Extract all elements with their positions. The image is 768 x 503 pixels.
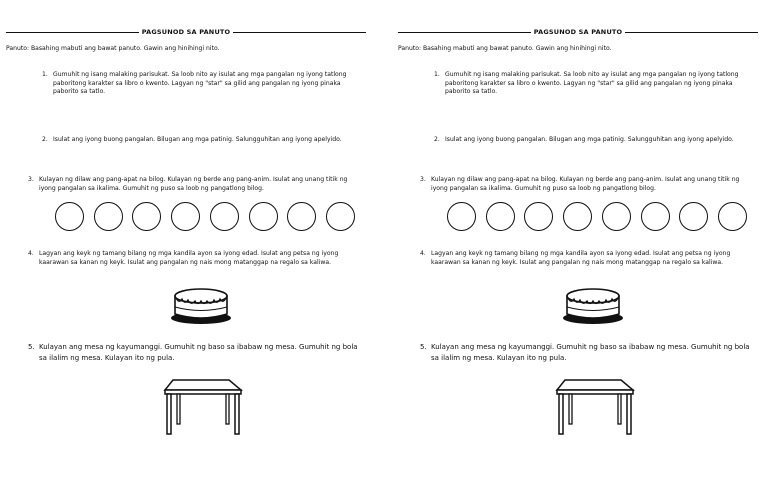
item-number-5: 5. <box>28 343 35 351</box>
item-text-3: Kulayan ng dilaw ang pang-apat na bilog. Kulayan ng berde ang pang-anim. Isulat ang unang titik ng iyong pangalan sa ikalima. Gumuhit ng puso sa loob ng pangatlong bilog. <box>431 176 740 192</box>
header-rule-left <box>6 32 139 33</box>
item-text-1: Gumuhit ng isang malaking parisukat. Sa loob nito ay isulat ang mga pangalan ng iyong tatlong paboritong karakter sa libro o kwento. Lagyan ng "star" sa gilid ang pangalan ng iyong pinaka paborito sa tatlo. <box>53 71 347 95</box>
header-rule-right <box>233 32 366 33</box>
item-text-2: Isulat ang iyong buong pangalan. Bilugan ang mga patinig. Salungguhitan ang iyong apelyido. <box>53 136 342 143</box>
item-text-3: Kulayan ng dilaw ang pang-apat na bilog. Kulayan ng berde ang pang-anim. Isulat ang unang titik ng iyong pangalan sa ikalima. Gumuhit ng puso sa loob ng pangatlong bilog. <box>39 176 348 192</box>
circle-3 <box>524 202 553 231</box>
item-number-2: 2. <box>434 136 440 143</box>
circle-5 <box>602 202 631 231</box>
circle-8 <box>718 202 747 231</box>
worksheet-left <box>6 0 366 503</box>
circle-1 <box>55 202 84 231</box>
worksheet-header <box>398 26 758 38</box>
item-number-5: 5. <box>420 343 427 351</box>
item-text-4: Lagyan ang keyk ng tamang bilang ng mga kandila ayon sa iyong edad. Isulat ang petsa ng iyong kaarawan sa kanan ng keyk. Isulat ang pangalan ng nais mong matanggap na regalo sa kaliwa. <box>39 250 339 266</box>
circle-8 <box>326 202 355 231</box>
item-text-2: Isulat ang iyong buong pangalan. Bilugan ang mga patinig. Salungguhitan ang iyong apelyido. <box>445 136 734 143</box>
instructions-text: Panuto: Basahing mabuti ang bawat panuto. Gawin ang hinihingi nito. <box>398 45 612 52</box>
item-number-1: 1. <box>42 71 48 78</box>
worksheet-title: PAGSUNOD SA PANUTO <box>141 28 231 36</box>
instructions-text: Panuto: Basahing mabuti ang bawat panuto. Gawin ang hinihingi nito. <box>6 45 220 52</box>
circle-row <box>447 202 747 235</box>
circle-3 <box>132 202 161 231</box>
header-rule-left <box>398 32 531 33</box>
circle-2 <box>94 202 123 231</box>
circle-row <box>55 202 355 235</box>
table-icon <box>555 378 635 436</box>
cake-icon <box>561 280 625 326</box>
item-number-4: 4. <box>420 250 426 257</box>
circle-7 <box>287 202 316 231</box>
circle-6 <box>249 202 278 231</box>
item-text-4: Lagyan ang keyk ng tamang bilang ng mga kandila ayon sa iyong edad. Isulat ang petsa ng iyong kaarawan sa kanan ng keyk. Isulat ang pangalan ng nais mong matanggap na regalo sa kaliwa. <box>431 250 731 266</box>
circle-4 <box>171 202 200 231</box>
header-rule-right <box>625 32 758 33</box>
circle-2 <box>486 202 515 231</box>
circle-1 <box>447 202 476 231</box>
item-number-2: 2. <box>42 136 48 143</box>
circle-7 <box>679 202 708 231</box>
item-text-5: Kulayan ang mesa ng kayumanggi. Gumuhit ng baso sa ibabaw ng mesa. Gumuhit ng bola sa ilalim ng mesa. Kulayan ito ng pula. <box>39 343 358 362</box>
worksheet-right <box>398 0 758 503</box>
circle-5 <box>210 202 239 231</box>
worksheet-header <box>6 26 366 38</box>
item-number-4: 4. <box>28 250 34 257</box>
circle-6 <box>641 202 670 231</box>
item-text-5: Kulayan ang mesa ng kayumanggi. Gumuhit ng baso sa ibabaw ng mesa. Gumuhit ng bola sa ilalim ng mesa. Kulayan ito ng pula. <box>431 343 750 362</box>
circle-4 <box>563 202 592 231</box>
table-icon <box>163 378 243 436</box>
item-number-3: 3. <box>28 176 34 183</box>
cake-icon <box>169 280 233 326</box>
item-number-1: 1. <box>434 71 440 78</box>
item-number-3: 3. <box>420 176 426 183</box>
item-text-1: Gumuhit ng isang malaking parisukat. Sa loob nito ay isulat ang mga pangalan ng iyong tatlong paboritong karakter sa libro o kwento. Lagyan ng "star" sa gilid ang pangalan ng iyong pinaka paborito sa tatlo. <box>445 71 739 95</box>
worksheet-title: PAGSUNOD SA PANUTO <box>533 28 623 36</box>
